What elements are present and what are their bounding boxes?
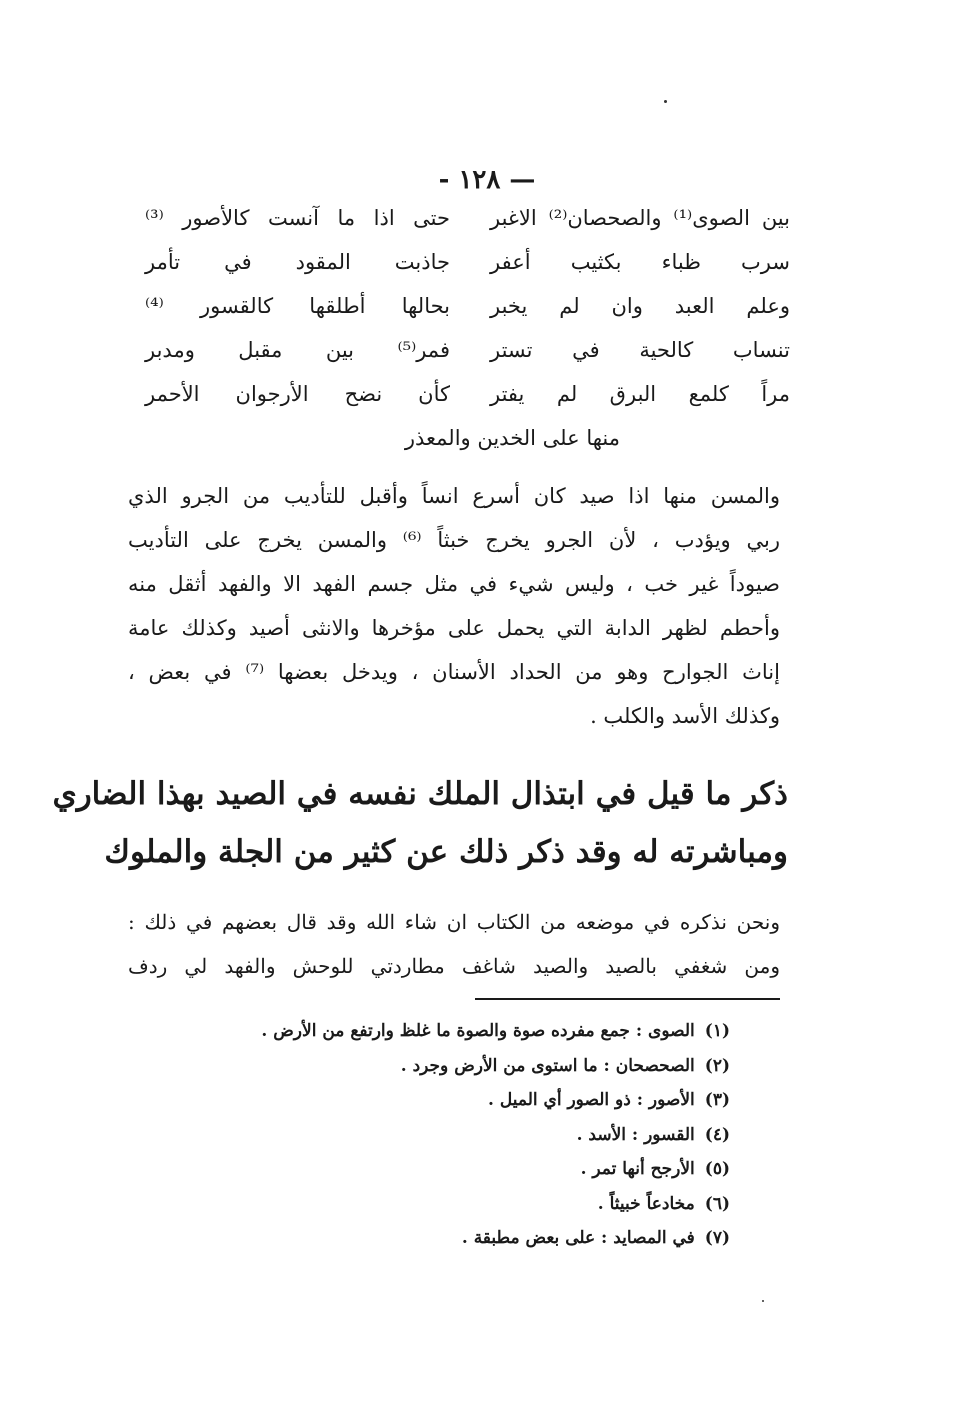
hemistich-centered: منها على الخدين والمعذر (404, 426, 620, 450)
prose-line: والمسن منها اذا صيد كان أسرع انساً وأقبل للتأديب من الجرو الذي (128, 484, 780, 508)
footnote-number: (٥) (704, 1159, 730, 1179)
heading-line: ذكر ما قيل في ابتذال الملك نفسه في الصيد بهذا الضاري (52, 776, 788, 812)
poem-verse (140, 288, 790, 332)
poem-verse (140, 376, 790, 420)
page-number: — ١٢٨ - (438, 165, 536, 195)
poem-verse (140, 332, 790, 376)
intro-line: ونحن نذكره في موضعه من الكتاب ان شاء الله وقد قال بعضهم في ذلك : (128, 910, 780, 934)
footnote-text: الصوى : جمع مفرده صوة والصوة ما غلظ وارتفع من الأرض . (261, 1021, 695, 1041)
hemistich-left: فمر⁽⁵⁾ بين مقبل ومدبر (145, 338, 450, 362)
footnote (170, 1187, 730, 1222)
footnote-text: الصحصحان : ما استوى من الأرض وجرد . (400, 1055, 695, 1076)
prose-line: وأحطم لظهر الدابة التي يحمل على مؤخرها والانثى أصيد وكذلك عامة (128, 616, 780, 640)
section-heading (52, 765, 788, 881)
footnote (170, 1221, 730, 1256)
poem (140, 200, 790, 464)
hemistich-right: مراً كلمع البرق لم يفتر (490, 382, 790, 406)
hemistich-left: كأن نضح الأرجوان الأحمر (145, 382, 450, 406)
hemistich-right: سرب ظباء بكثيب أعفر (490, 250, 790, 274)
footnote (170, 1152, 730, 1187)
footnote-number: (١) (704, 1021, 730, 1041)
footnote-number: (٦) (704, 1193, 730, 1214)
intro-verse: ومن شغفي بالصيد والصيد شاغف مطاردتي للوحش والفهد لي ردف (128, 954, 780, 978)
ink-speck (664, 100, 667, 103)
prose-paragraph (128, 474, 780, 738)
prose-line: صيوداً غير خب ، وليس شيء في مثل جسم الفهد الا والفهد أثقل منه (128, 572, 780, 596)
footnote-divider (475, 998, 780, 1000)
intro-paragraph (128, 900, 780, 988)
footnote-number: (٧) (704, 1228, 730, 1248)
footnote (170, 1014, 730, 1049)
hemistich-left: حتى اذا ما آنست كالأصور ⁽³⁾ (145, 206, 450, 230)
prose-line: ربي ويؤدب ، لأن الجرو يخرج خبثاً ⁽⁶⁾ والمسن يخرج على التأديب (128, 528, 780, 552)
footnote-text: الأرجح أنها تمر . (580, 1159, 695, 1179)
footnote (170, 1118, 730, 1153)
hemistich-right: وعلم العبد وان لم يخبر (490, 294, 790, 318)
footnote (170, 1049, 730, 1084)
footnote-text: في المصايد : على بعض مطبقة . (461, 1228, 695, 1248)
poem-verse (140, 244, 790, 288)
footnote-text: مخادعاً خبيثاً . (597, 1193, 695, 1214)
footnote-number: (٤) (704, 1124, 730, 1145)
footnotes (170, 1014, 730, 1256)
footnote-number: (٣) (704, 1090, 730, 1110)
hemistich-left: جاذبت المقود في تأمر (145, 250, 450, 274)
ink-speck (762, 1300, 764, 1302)
footnote-text: الأصور : ذو الصور أي الميل . (488, 1090, 695, 1110)
footnote (170, 1083, 730, 1118)
footnote-number: (٢) (704, 1055, 730, 1076)
poem-verse-final (140, 420, 790, 464)
hemistich-right: بين الصوى⁽¹⁾ والصحصان⁽²⁾ الاغبر (490, 206, 790, 230)
poem-verse (140, 200, 790, 244)
footnote-text: القسور : الأسد . (576, 1124, 695, 1145)
prose-line: إناث الجوارح وهو من الحداد الأسنان ، ويدخل بعضها ⁽⁷⁾ في بعض ، (128, 660, 780, 684)
hemistich-right: تنساب كالحية في تستر (490, 338, 790, 362)
heading-line: ومباشرته له وقد ذكر ذلك عن كثير من الجلة والملوك (104, 834, 788, 870)
hemistich-left: بحالها أطلقها كالقسور ⁽⁴⁾ (145, 294, 450, 318)
prose-line: وكذلك الأسد والكلب . (590, 704, 780, 728)
